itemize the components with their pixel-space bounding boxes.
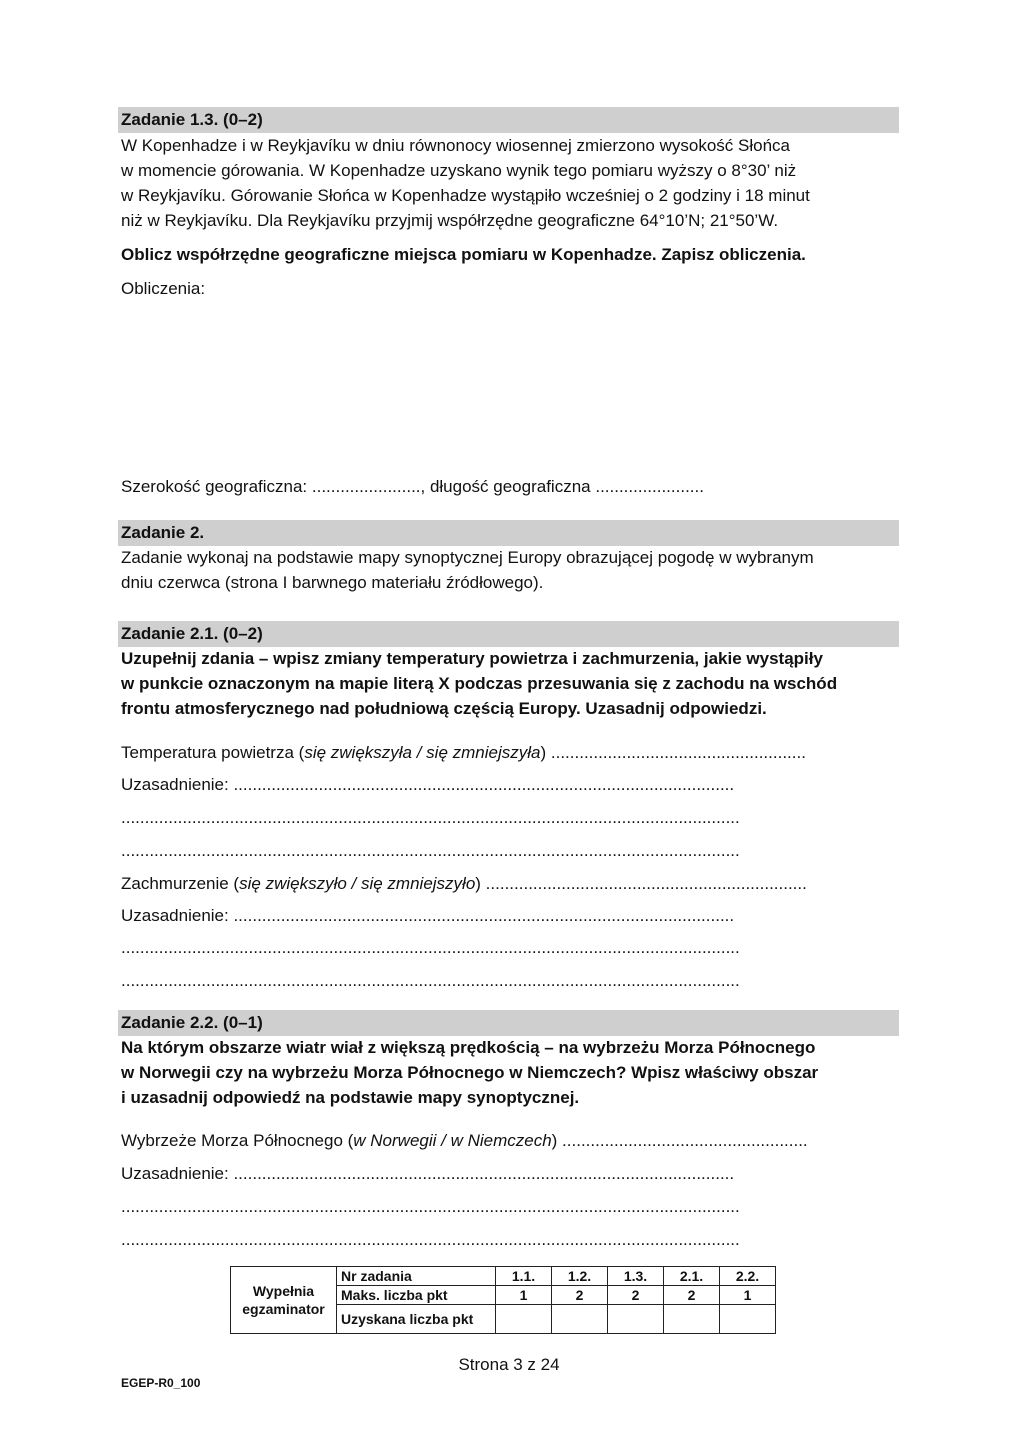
- task-1-3-line-1: W Kopenhadze i w Reykjavíku w dniu równonocy wiosennej zmierzono wysokość Słońca: [121, 136, 790, 155]
- task-2-1-instruction-3: frontu atmosferycznego nad południową częścią Europy. Uzasadnij odpowiedzi.: [121, 699, 767, 718]
- coast-justification[interactable]: Uzasadnienie: ..........................................................................................................: [121, 1164, 735, 1183]
- task-2-1-header: Zadanie 2.1. (0–2): [118, 621, 899, 647]
- task-number-cell: 1.2.: [552, 1267, 608, 1286]
- temperature-dots-1[interactable]: ...................................................................................................................................: [121, 808, 740, 827]
- exam-code: EGEP-R0_100: [121, 1376, 201, 1390]
- task-number-cell: 1.3.: [608, 1267, 664, 1286]
- score-table: [230, 1266, 776, 1334]
- coast-answer-line[interactable]: [121, 1128, 897, 1154]
- cloud-prefix: Zachmurzenie (: [121, 874, 240, 893]
- task-number-cell: 2.1.: [664, 1267, 720, 1286]
- task-2-2-instruction-1: Na którym obszarze wiatr wiał z większą prędkością – na wybrzeżu Morza Północnego: [121, 1038, 816, 1057]
- task-2-1-instruction-1: Uzupełnij zdania – wpisz zmiany temperatury powietrza i zachmurzenia, jakie wystąpiły: [121, 649, 823, 668]
- examiner-cell: [231, 1267, 337, 1334]
- calculations-label: Obliczenia:: [121, 279, 206, 298]
- obtained-points-label: Uzyskana liczba pkt: [337, 1305, 496, 1334]
- coast-prefix: Wybrzeże Morza Północnego (: [121, 1131, 354, 1150]
- examiner-label-1: Wypełnia: [252, 1283, 315, 1299]
- task-2-header: Zadanie 2.: [118, 520, 899, 546]
- max-points-cell: 2: [552, 1286, 608, 1305]
- obtained-points-cell[interactable]: [608, 1305, 664, 1334]
- task-2-2-header: Zadanie 2.2. (0–1): [118, 1010, 899, 1036]
- task-2-1-instruction-2: w punkcie oznaczonym na mapie literą X podczas przesuwania się z zachodu na wschód: [121, 674, 838, 693]
- task-2-2-instruction-3: i uzasadnij odpowiedź na podstawie mapy synoptycznej.: [121, 1088, 580, 1107]
- temperature-prefix: Temperatura powietrza (: [121, 743, 305, 762]
- max-points-cell: 2: [608, 1286, 664, 1305]
- max-points-cell: 2: [664, 1286, 720, 1305]
- page-number: Strona 3 z 24: [458, 1355, 560, 1374]
- temperature-options: się zwiększyła / się zmniejszyła: [304, 743, 541, 762]
- examiner-label-2: egzaminator: [242, 1301, 325, 1317]
- task-1-3-instruction: Oblicz współrzędne geograficzne miejsca pomiaru w Kopenhadze. Zapisz obliczenia.: [121, 245, 806, 264]
- coast-suffix: ) ....................................................: [551, 1131, 808, 1150]
- task-2-line-1: Zadanie wykonaj na podstawie mapy synoptycznej Europy obrazującej pogodę w wybranym: [121, 548, 814, 567]
- coast-dots-2[interactable]: ...................................................................................................................................: [121, 1230, 740, 1249]
- obtained-points-cell[interactable]: [496, 1305, 552, 1334]
- cloud-dots-1[interactable]: ...................................................................................................................................: [121, 938, 740, 957]
- cloud-justification[interactable]: Uzasadnienie: ..........................................................................................................: [121, 906, 735, 925]
- temperature-suffix: ) ......................................................: [540, 743, 806, 762]
- obtained-points-cell[interactable]: [720, 1305, 776, 1334]
- task-1-3-line-2: w momencie górowania. W Kopenhadze uzyskano wynik tego pomiaru wyższy o 8°30’ niż: [121, 161, 797, 180]
- max-points-cell: 1: [496, 1286, 552, 1305]
- cloud-answer-line[interactable]: [121, 871, 897, 897]
- temperature-justification[interactable]: Uzasadnienie: ..........................................................................................................: [121, 775, 735, 794]
- task-number-cell: 1.1.: [496, 1267, 552, 1286]
- max-points-cell: 1: [720, 1286, 776, 1305]
- temperature-dots-2[interactable]: ...................................................................................................................................: [121, 841, 740, 860]
- task-1-3-line-4: niż w Reykjavíku. Dla Reykjavíku przyjmij współrzędne geograficzne 64°10’N; 21°50’W.: [121, 211, 779, 230]
- task-2-line-2: dniu czerwca (strona I barwnego materiału źródłowego).: [121, 573, 544, 592]
- coast-options: w Norwegii / w Niemczech: [353, 1131, 552, 1150]
- coast-dots-1[interactable]: ...................................................................................................................................: [121, 1197, 740, 1216]
- obtained-points-cell[interactable]: [664, 1305, 720, 1334]
- max-points-label: Maks. liczba pkt: [337, 1286, 496, 1305]
- task-1-3-header: Zadanie 1.3. (0–2): [118, 107, 899, 133]
- cloud-options: się zwiększyło / się zmniejszyło: [239, 874, 476, 893]
- task-number-cell: 2.2.: [720, 1267, 776, 1286]
- cloud-dots-2[interactable]: ...................................................................................................................................: [121, 971, 740, 990]
- task-2-2-instruction-2: w Norwegii czy na wybrzeżu Morza Północnego w Niemczech? Wpisz właściwy obszar: [121, 1063, 819, 1082]
- task-1-3-line-3: w Reykjavíku. Górowanie Słońca w Kopenhadze wystąpiło wcześniej o 2 godziny i 18 minut: [121, 186, 810, 205]
- task-number-label: Nr zadania: [337, 1267, 496, 1286]
- temperature-answer-line[interactable]: [121, 740, 897, 766]
- coordinates-answer-line[interactable]: Szerokość geograficzna: ......................., długość geograficzna .......................: [121, 477, 704, 496]
- obtained-points-cell[interactable]: [552, 1305, 608, 1334]
- cloud-suffix: ) ....................................................................: [475, 874, 807, 893]
